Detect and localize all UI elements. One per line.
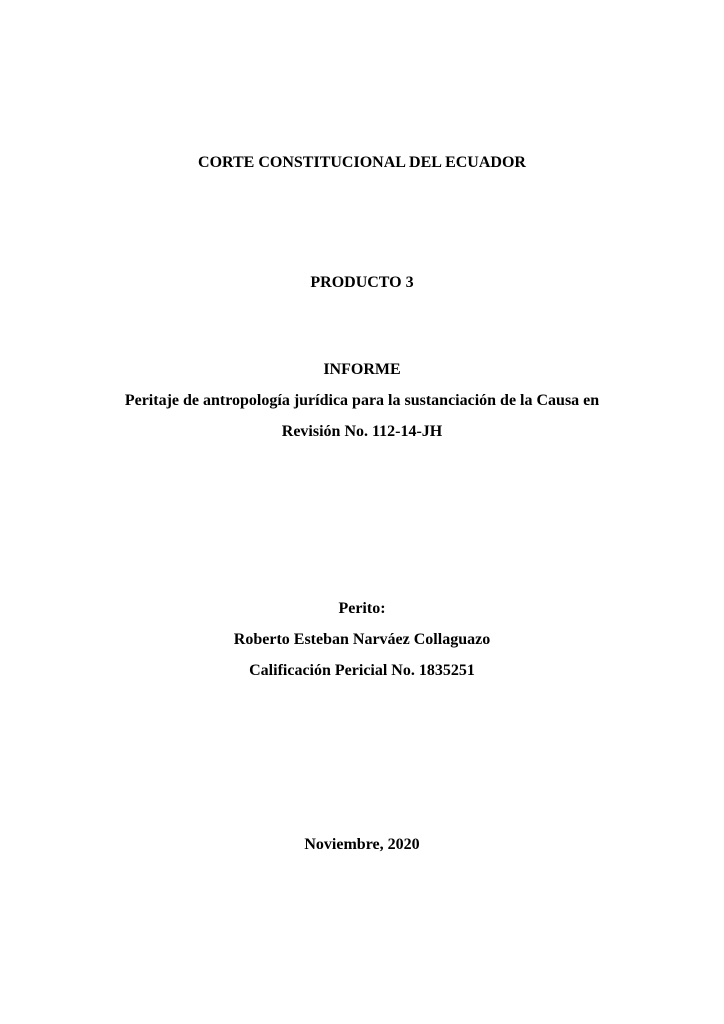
expert-name: Roberto Esteban Narváez Collaguazo [233, 631, 491, 648]
institution-heading: CORTE CONSTITUCIONAL DEL ECUADOR [198, 154, 526, 171]
report-subtitle-line-1: Peritaje de antropología jurídica para la sustanciación de la Causa en [124, 392, 600, 409]
expert-label: Perito: [338, 600, 386, 617]
report-title: INFORME [323, 361, 401, 378]
report-subtitle-line-2: Revisión No. 112-14-JH [281, 423, 443, 440]
expert-certification: Calificación Pericial No. 1835251 [249, 662, 475, 679]
product-number: PRODUCTO 3 [310, 274, 414, 291]
document-date: Noviembre, 2020 [304, 836, 420, 853]
